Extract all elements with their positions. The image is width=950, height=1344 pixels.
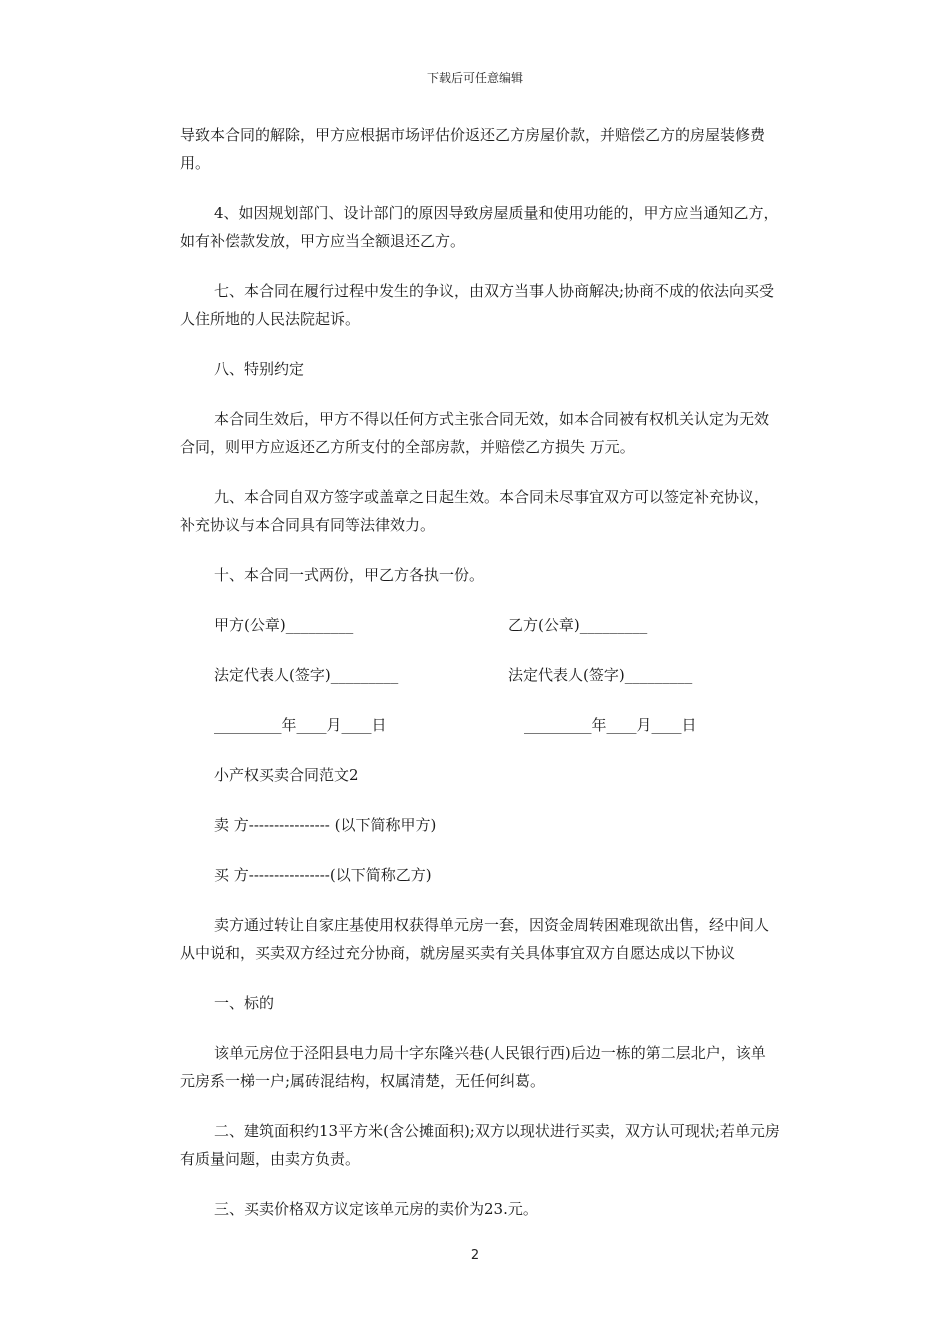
contract-title: 小产权买卖合同范文2 (214, 766, 359, 784)
paragraph: 导致本合同的解除，甲方应根据市场评估价返还乙方房屋价款，并赔偿乙方的房屋装修费用。 (180, 126, 766, 172)
paragraph: 十、本合同一式两份，甲乙方各执一份。 (214, 566, 485, 584)
signature-row-date (180, 711, 780, 739)
paragraph: 二、建筑面积约13平方米(含公摊面积);双方以现状进行买卖，双方认可现状;若单元房有质量问题，由卖方负责。 (180, 1122, 780, 1168)
page-header: 下载后可任意编辑 (426, 71, 523, 85)
page-number: 2 (470, 1248, 480, 1263)
signature-row-seal (180, 611, 780, 639)
paragraph: 4、如因规划部门、设计部门的原因导致房屋质量和使用功能的，甲方应当通知乙方，如有补偿款发放，甲方应当全额退还乙方。 (180, 204, 779, 250)
section-heading: 一、标的 (214, 994, 275, 1012)
paragraph: 卖方通过转让自家庄基使用权获得单元房一套，因资金周转困难现欲出售，经中间人从中说和，买卖双方经过充分协商，就房屋买卖有关具体事宜双方自愿达成以下协议 (180, 916, 770, 962)
party-a-representative: 法定代表人(签字)_________ (214, 666, 399, 684)
paragraph: 七、本合同在履行过程中发生的争议，由双方当事人协商解决;协商不成的依法向买受人住所地的人民法院起诉。 (180, 282, 775, 328)
buyer-line: 买 方----------------(以下简称乙方) (214, 866, 432, 884)
paragraph: 三、买卖价格双方议定该单元房的卖价为23.元。 (214, 1200, 538, 1218)
signature-row-representative (180, 661, 780, 689)
party-b-representative: 法定代表人(签字)_________ (508, 666, 693, 684)
party-b-date: _________年____月____日 (524, 716, 697, 734)
seller-line: 卖 方---------------- (以下简称甲方) (214, 816, 437, 834)
section-heading: 八、特别约定 (214, 360, 305, 378)
paragraph: 九、本合同自双方签字或盖章之日起生效。本合同未尽事宜双方可以签定补充协议，补充协议与本合同具有同等法律效力。 (180, 488, 770, 534)
paragraph: 本合同生效后，甲方不得以任何方式主张合同无效，如本合同被有权机关认定为无效合同，则甲方应返还乙方所支付的全部房款，并赔偿乙方损失 万元。 (180, 410, 770, 456)
document-body (180, 121, 780, 1245)
party-a-seal: 甲方(公章)_________ (214, 616, 354, 634)
party-a-date: _________年____月____日 (214, 716, 387, 734)
paragraph: 该单元房位于泾阳县电力局十字东隆兴巷(人民银行西)后边一栋的第二层北户，该单元房系一梯一户;属砖混结构，权属清楚，无任何纠葛。 (180, 1044, 766, 1090)
party-b-seal: 乙方(公章)_________ (508, 616, 648, 634)
